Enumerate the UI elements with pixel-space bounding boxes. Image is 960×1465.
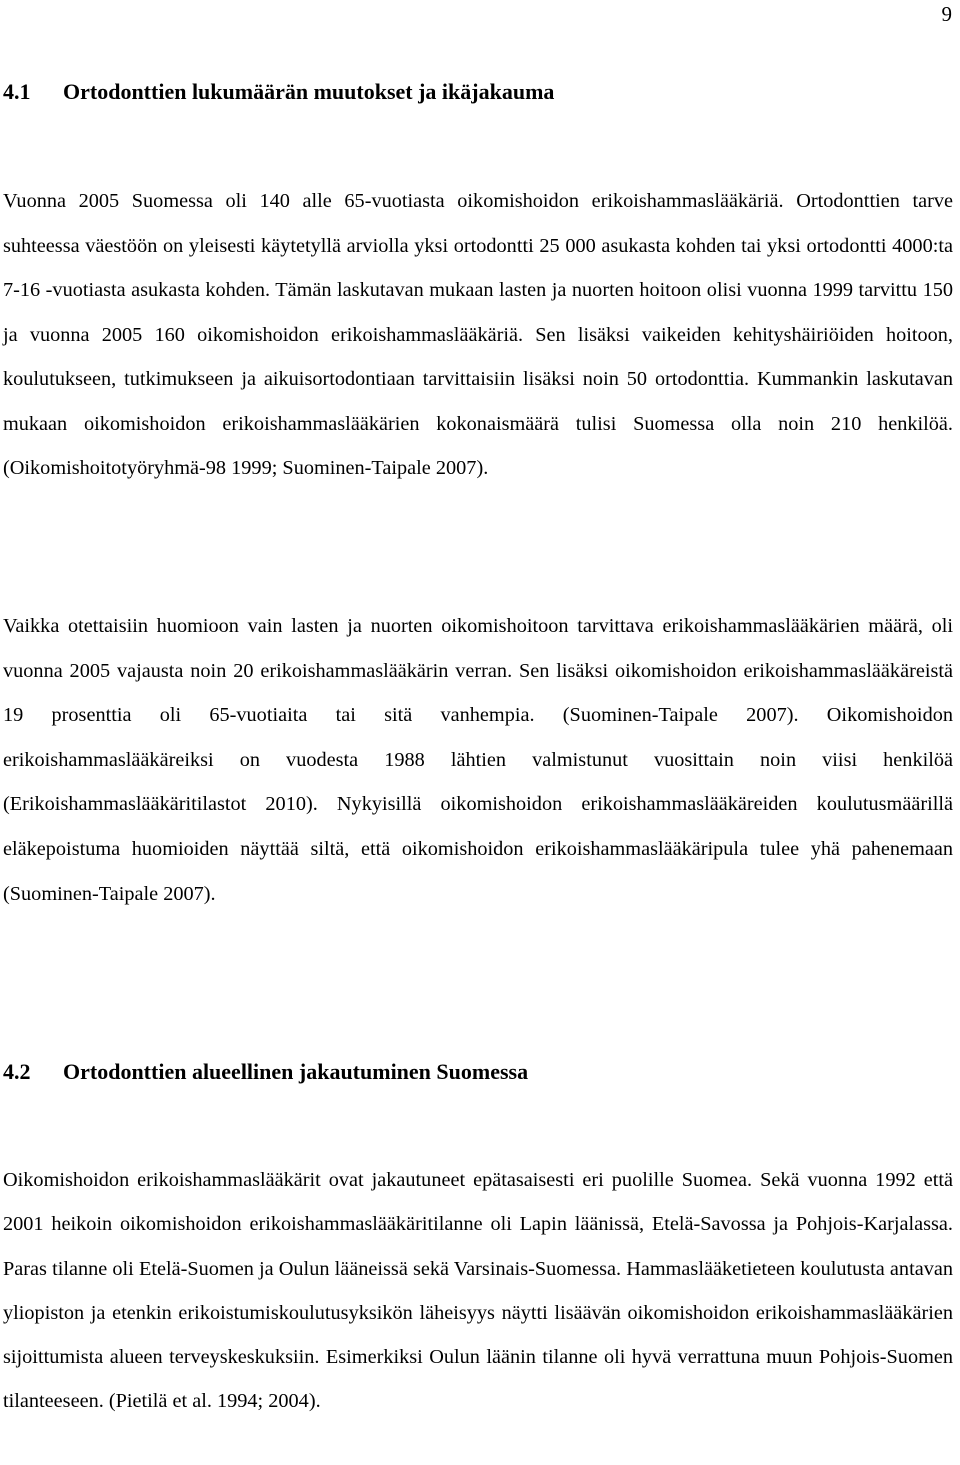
- section-heading-4-2: [3, 1059, 528, 1085]
- paragraph-2: Vaikka otettaisiin huomioon vain lasten ja nuorten oikomishoitoon tarvittava erikoishammaslääkärien määrä, oli vuonna 2005 vajausta noin 20 erikoishammaslääkärin verran. Sen lisäksi oikomishoidon erikoishammaslääkäreistä 19 prosenttia oli 65-vuotiaita tai sitä vanhempia. (Suominen-Taipale 2007). Oikomishoidon erikoishammaslääkäreiksi on vuodesta 1988 lähtien valmistunut vuosittain noin viisi henkilöä (Erikoishammaslääkäritilastot 2010). Nykyisillä oikomishoidon erikoishammaslääkäreiden koulutusmäärillä eläkepoistuma huomioiden näyttää siltä, että oikomishoidon erikoishammaslääkäripula tulee yhä pahenemaan (Suominen-Taipale 2007).: [3, 615, 953, 905]
- section-heading-4-1: [3, 79, 554, 105]
- paragraph-1: Vuonna 2005 Suomessa oli 140 alle 65-vuotiasta oikomishoidon erikoishammaslääkäriä. Ortodonttien tarve suhteessa väestöön on yleisesti käytetyllä arviolla yksi ortodontti 25 000 asukasta kohden tai yksi ortodontti 4000:ta 7-16 -vuotiasta asukasta kohden. Tämän laskutavan mukaan lasten ja nuorten hoitoon olisi vuonna 1999 tarvittu 150 ja vuonna 2005 160 oikomishoidon erikoishammaslääkäriä. Sen lisäksi vaikeiden kehityshäiriöiden hoitoon, koulutukseen, tutkimukseen ja aikuisortodontiaan tarvittaisiin lisäksi noin 50 ortodonttia. Kummankin laskutavan mukaan oikomishoidon erikoishammaslääkärien kokonaismäärä tulisi Suomessa olla noin 210 henkilöä. (Oikomishoitotyöryhmä-98 1999; Suominen-Taipale 2007).: [3, 190, 953, 479]
- section-number: 4.1: [3, 79, 31, 104]
- page-number: 9: [941, 2, 952, 26]
- section-number: 4.2: [3, 1059, 31, 1084]
- paragraph-3: Oikomishoidon erikoishammaslääkärit ovat jakautuneet epätasaisesti eri puolille Suomea. Sekä vuonna 1992 että 2001 heikoin oikomishoidon erikoishammaslääkäritilanne oli Lapin läänissä, Etelä-Savossa ja Pohjois-Karjalassa. Paras tilanne oli Etelä-Suomen ja Oulun lääneissä sekä Varsinais-Suomessa. Hammaslääketieteen koulutusta antavan yliopiston ja etenkin erikoistumiskoulutusyksikön läheisyys näytti lisäävän oikomishoidon erikoishammaslääkärien sijoittumista alueen terveyskeskuksiin. Esimerkiksi Oulun läänin tilanne oli hyvä verrattuna muun Pohjois-Suomen tilanteeseen. (Pietilä et al. 1994; 2004).: [3, 1169, 953, 1413]
- section-title: Ortodonttien lukumäärän muutokset ja ikäjakauma: [63, 79, 555, 104]
- section-title: Ortodonttien alueellinen jakautuminen Suomessa: [63, 1059, 529, 1084]
